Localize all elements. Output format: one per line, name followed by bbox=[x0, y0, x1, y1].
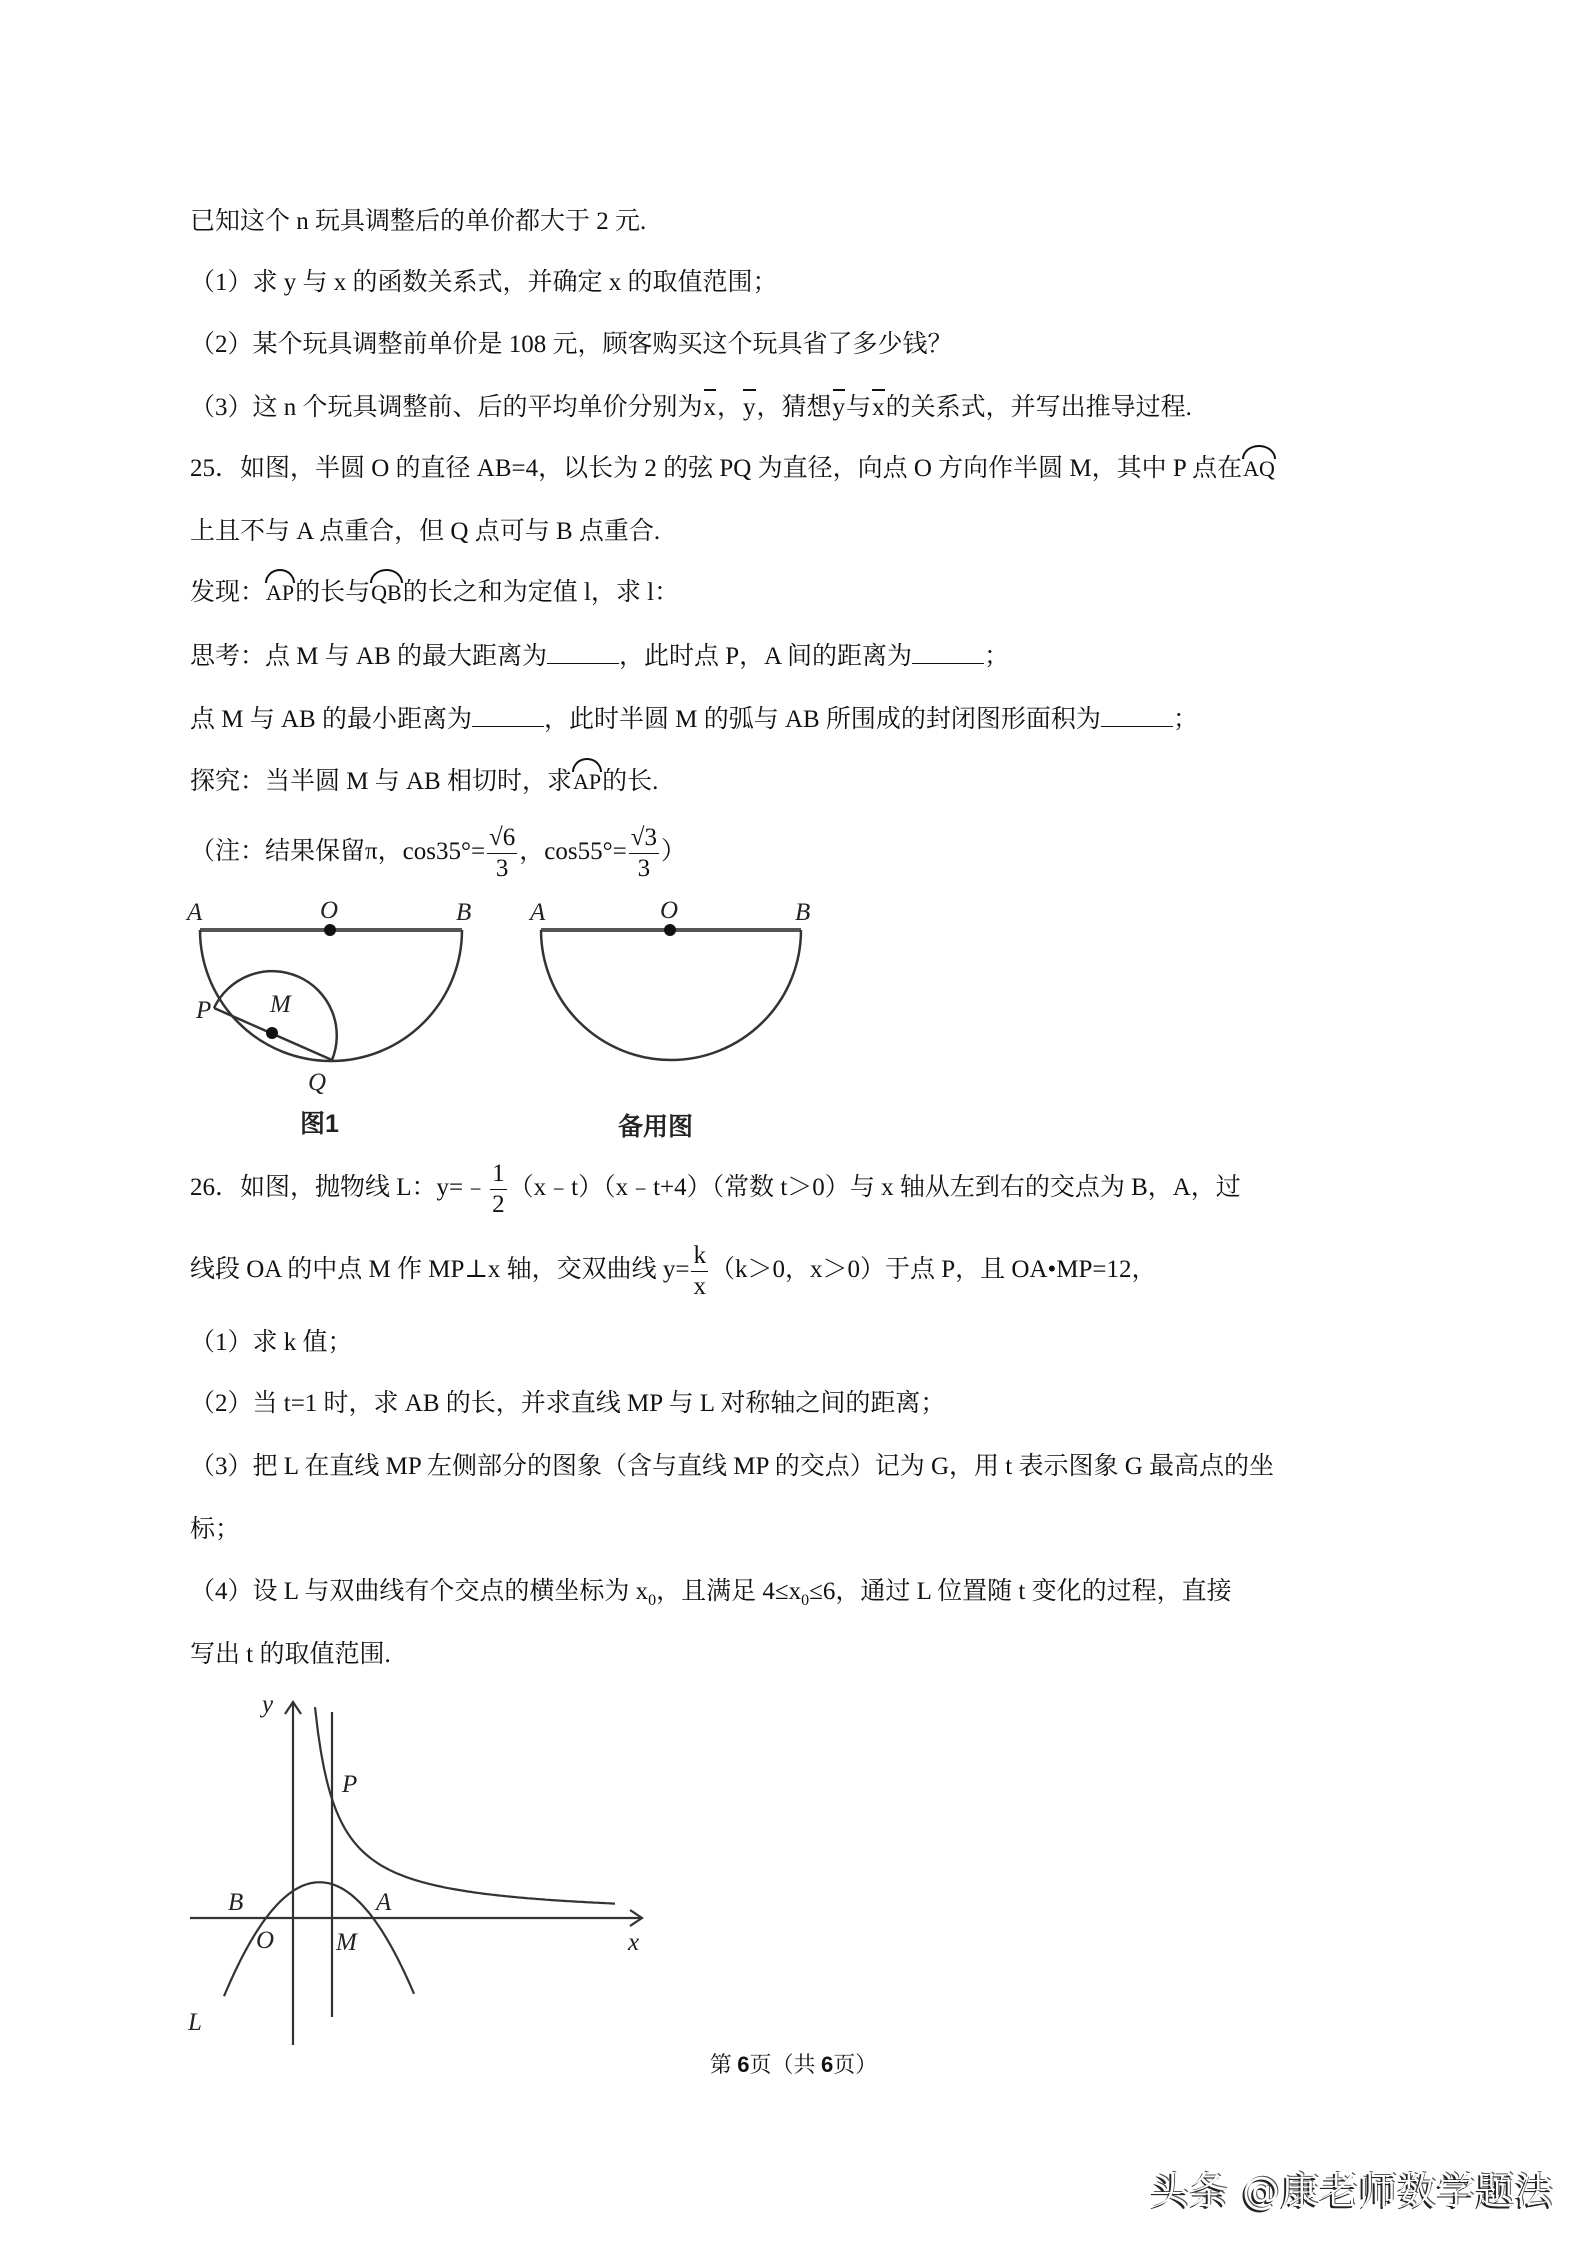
semicircle-o bbox=[541, 930, 801, 1060]
text: 的长之和为定值 l，求 l： bbox=[402, 579, 680, 606]
point-o bbox=[664, 924, 676, 936]
q24-part1: （1）求 y 与 x 的函数关系式，并确定 x 的取值范围； bbox=[190, 269, 778, 296]
text: ，猜想 bbox=[756, 394, 832, 421]
text: ，此时半圆 M 的弧与 AB 所围成的封闭图形面积为 bbox=[543, 706, 1101, 733]
label-y: y bbox=[262, 1691, 274, 1718]
label-b: B bbox=[228, 1889, 244, 1916]
label-q: Q bbox=[308, 1069, 327, 1096]
label-b: B bbox=[795, 899, 811, 926]
text: 发现： bbox=[190, 579, 266, 606]
label-m: M bbox=[336, 1929, 357, 1956]
text: 思考：点 M 与 AB 的最大距离为 bbox=[190, 643, 547, 670]
label-a: A bbox=[530, 899, 546, 926]
text: 第 bbox=[709, 2052, 738, 2077]
q26-part1: （1）求 k 值； bbox=[190, 1329, 353, 1356]
text: ，此时点 P，A 间的距离为 bbox=[618, 643, 913, 670]
point-o bbox=[324, 924, 336, 936]
q26-part2: （2）当 t=1 时，求 AB 的长，并求直线 MP 与 L 对称轴之间的距离； bbox=[190, 1390, 946, 1417]
label-o: O bbox=[256, 1927, 275, 1954]
text: ≤6，通过 L 位置随 t 变化的过程，直接 bbox=[809, 1578, 1232, 1605]
label-b: B bbox=[456, 899, 472, 926]
text: 页） bbox=[833, 2052, 878, 2077]
text: ，cos55°= bbox=[519, 838, 627, 865]
arc-qb: QB bbox=[370, 578, 403, 608]
page-footer bbox=[0, 2050, 1587, 2080]
text: ） bbox=[660, 838, 686, 865]
text: ； bbox=[984, 643, 1010, 670]
label-a: A bbox=[187, 899, 203, 926]
figure-1 bbox=[185, 897, 471, 1138]
watermark: 头条 @康老师数学题法 bbox=[1150, 2169, 1554, 2213]
y-bar: y bbox=[832, 394, 846, 421]
subscript: 0 bbox=[801, 1592, 810, 1609]
text: （k＞0，x＞0）于点 P，且 OA•MP=12， bbox=[709, 1256, 1157, 1283]
point-m bbox=[266, 1027, 278, 1039]
text: 探究：当半圆 M 与 AB 相切时，求 bbox=[190, 768, 572, 795]
q26-part4-cont: 写出 t 的取值范围. bbox=[190, 1641, 391, 1668]
text: 25．如图，半圆 O 的直径 AB=4，以长为 2 的弦 PQ 为直径，向点 O 方向作半圆 M，其中 P 点在 bbox=[190, 455, 1243, 482]
text: 页（共 bbox=[749, 2052, 821, 2077]
total-pages: 6 bbox=[821, 2052, 834, 2077]
numerator: 1 bbox=[490, 1159, 507, 1190]
arc-aq: AQ bbox=[1242, 454, 1276, 484]
denominator: 3 bbox=[637, 854, 651, 882]
text: 的关系式，并写出推导过程. bbox=[885, 394, 1192, 421]
q26-part3-cont: 标； bbox=[190, 1516, 241, 1543]
label-l: L bbox=[188, 2009, 202, 2036]
graph-q26 bbox=[187, 1691, 642, 2045]
denominator: 3 bbox=[495, 854, 509, 882]
y-bar: y bbox=[743, 394, 756, 421]
semicircle-o bbox=[200, 930, 462, 1061]
figure-1-caption: 图1 bbox=[300, 1110, 339, 1138]
label-a: A bbox=[376, 1889, 392, 1916]
q24-intro: 已知这个 n 玩具调整后的单价都大于 2 元. bbox=[190, 208, 647, 235]
hyperbola-curve bbox=[315, 1707, 615, 1904]
arc-ap: AP bbox=[265, 578, 295, 608]
text: 点 M 与 AB 的最小距离为 bbox=[190, 706, 472, 733]
text: ； bbox=[1172, 706, 1198, 733]
label-p: P bbox=[196, 997, 212, 1024]
label-o: O bbox=[660, 897, 679, 924]
text: （x﹣t）（x﹣t+4）（常数 t＞0）与 x 轴从左到右的交点为 B，A，过 bbox=[508, 1174, 1241, 1201]
figure-2 bbox=[528, 897, 810, 1141]
label-o: O bbox=[320, 897, 339, 924]
q25-line2: 上且不与 A 点重合，但 Q 点可与 B 点重合. bbox=[190, 518, 661, 545]
numerator: k bbox=[691, 1241, 708, 1272]
x-bar: x bbox=[872, 394, 885, 421]
q24-part2: （2）某个玩具调整前单价是 108 元，顾客购买这个玩具省了多少钱？ bbox=[190, 331, 953, 358]
arc-ap: AP bbox=[572, 767, 602, 797]
text: 与 bbox=[846, 394, 872, 421]
text: （4）设 L 与双曲线有个交点的横坐标为 x bbox=[190, 1578, 649, 1605]
figure-2-caption: 备用图 bbox=[618, 1113, 694, 1141]
numerator: √3 bbox=[629, 823, 659, 854]
q26-part3: （3）把 L 在直线 MP 左侧部分的图象（含与直线 MP 的交点）记为 G，用 t 表示图象 G 最高点的坐 bbox=[190, 1453, 1275, 1480]
label-x: x bbox=[628, 1929, 640, 1956]
text: （3）这 n 个玩具调整前、后的平均单价分别为 bbox=[190, 394, 703, 421]
subscript: 0 bbox=[648, 1592, 657, 1609]
text: 26．如图，抛物线 L：y=﹣ bbox=[190, 1174, 489, 1201]
text: 线段 OA 的中点 M 作 MP⊥x 轴，交双曲线 y= bbox=[190, 1256, 690, 1283]
x-bar: x bbox=[703, 394, 717, 421]
text: 的长. bbox=[602, 768, 659, 795]
denominator: 2 bbox=[492, 1190, 505, 1218]
denominator: x bbox=[693, 1272, 706, 1300]
numerator: √6 bbox=[487, 823, 517, 854]
text: （注：结果保留π，cos35°= bbox=[190, 838, 486, 865]
label-p: P bbox=[342, 1771, 358, 1798]
text: ，且满足 4≤x bbox=[656, 1578, 802, 1605]
page-number: 6 bbox=[737, 2052, 750, 2077]
text: 的长与 bbox=[295, 579, 371, 606]
label-m: M bbox=[270, 991, 291, 1018]
text: ， bbox=[717, 394, 743, 421]
